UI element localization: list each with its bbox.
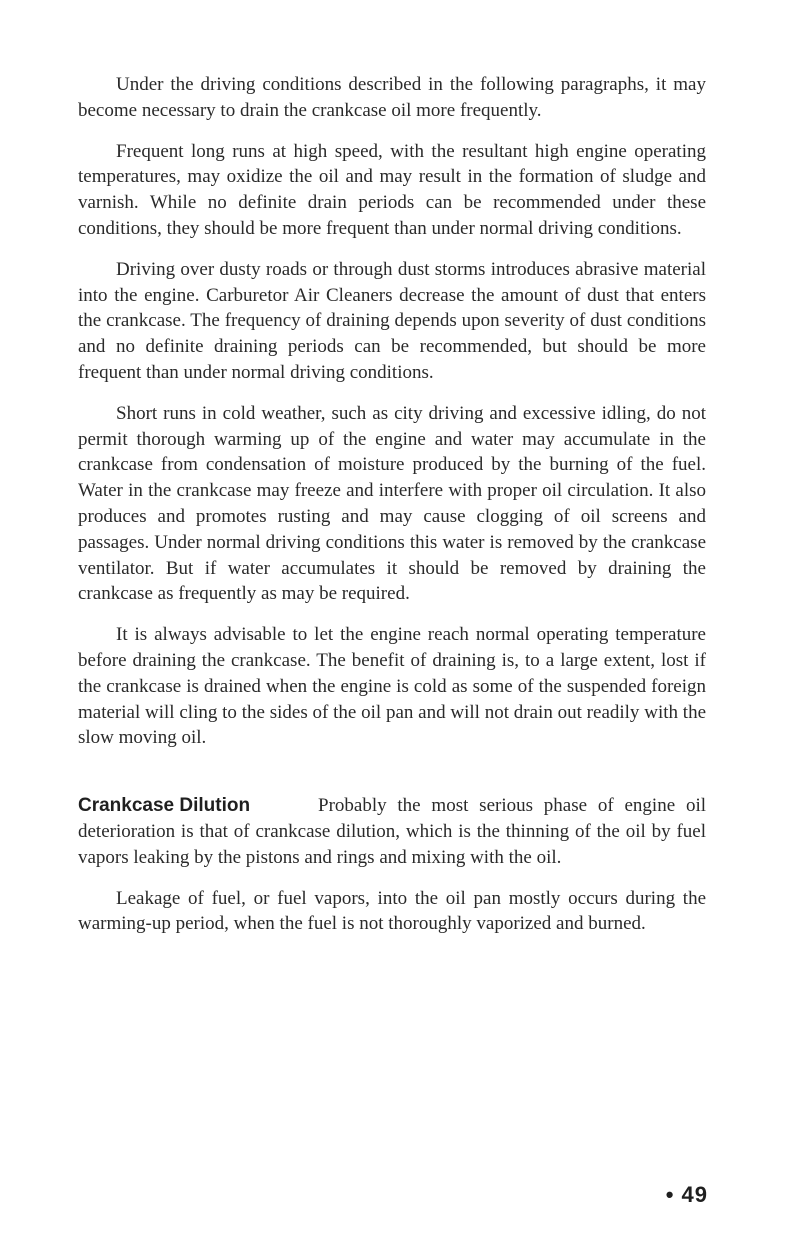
section-heading: Crankcase Dilution [78,795,251,817]
page-body [78,72,706,952]
paragraph-intro: Under the driving conditions described in the following paragraphs, it may become necessary to drain the crankcase oil more frequently. [78,74,706,121]
page-number: • 49 [665,1182,708,1207]
paragraph-fuel-leakage: Leakage of fuel, or fuel vapors, into the oil pan mostly occurs during the warming-up period, when the fuel is not thoroughly vaporized and burned. [78,887,706,935]
paragraph-cold-weather: Short runs in cold weather, such as city driving and excessive idling, do not permit thorough warming up of the engine and water may accumulate in the crankcase from condensation of moisture produced by the burning of the fuel. Water in the crankcase may freeze and interfere with proper oil circulation. It also produces and promotes rusting and may cause clogging of oil screens and passages. Under normal driving conditions this water is removed by the crankcase ventilator. But if water accumulates it should be removed by draining the crankcase as frequently as may be required. [78,402,706,605]
section-lead-text: Probably the most serious phase of engine oil deterioration is that of crankcase dilution, which is the thinning of the oil by fuel vapors leaking by the pistons and rings and mixing with the oil. [78,795,706,868]
paragraph-drain-warm: It is always advisable to let the engine reach normal operating temperature before draining the crankcase. The benefit of draining is, to a large extent, lost if the crankcase is drained when the engine is cold as some of the suspended foreign material will cling to the sides of the oil pan and will not drain out readily with the slow moving oil. [78,624,706,749]
paragraph-high-speed: Frequent long runs at high speed, with the resultant high engine operating temperatures, may oxidize the oil and may result in the formation of sludge and varnish. While no definite drain periods can be recommended under these conditions, they should be more frequent than under normal driving conditions. [78,140,706,239]
paragraph-dusty-roads: Driving over dusty roads or through dust storms introduces abrasive material into the engine. Carburetor Air Cleaners decrease the amount of dust that enters the crankcase. The frequency of draining depends upon severity of dust conditions and no definite draining periods can be recommended, but should be more frequent than under normal driving conditions. [78,258,706,383]
section-lead-paragraph [78,793,706,870]
section-crankcase-dilution [78,793,706,937]
